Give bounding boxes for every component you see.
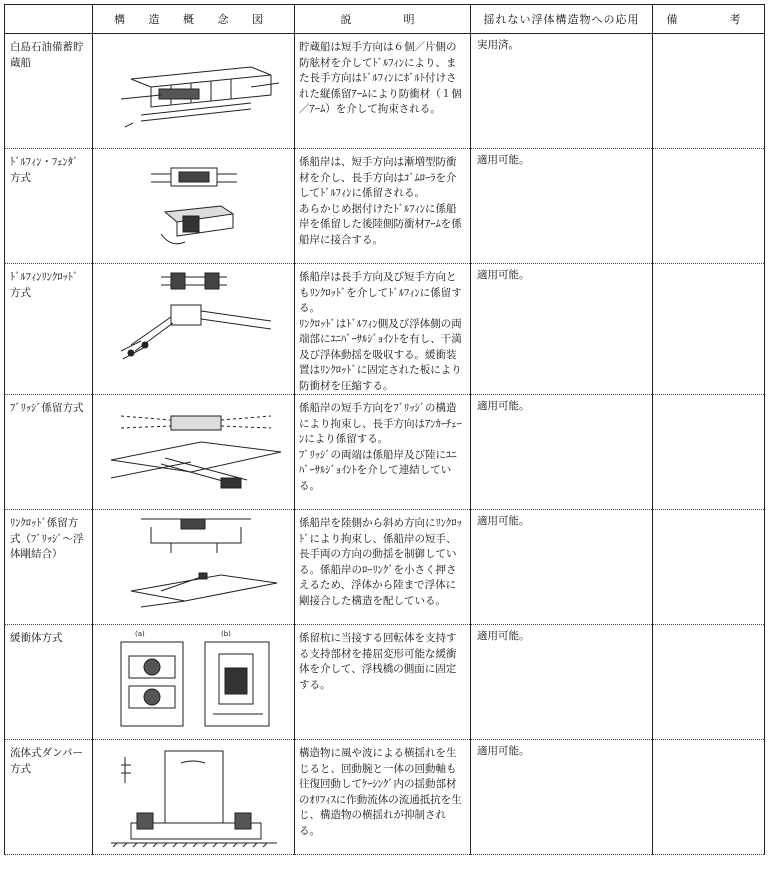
remarks [653, 510, 764, 514]
application-status: 適用可能。 [477, 515, 530, 527]
table-row [5, 264, 765, 395]
remarks [653, 149, 764, 153]
application-status: 適用可能。 [477, 745, 530, 757]
remarks [653, 264, 764, 268]
header-description: 説 明 [295, 5, 471, 34]
table-row [5, 625, 765, 740]
header-concept: 構 造 概 念 図 [93, 5, 295, 34]
figure-label-a: (a) [134, 630, 145, 638]
figure-label-b: (b) [220, 630, 231, 638]
method-name: ﾌﾞﾘｯｼﾞ係留方式 [10, 402, 84, 414]
header-row [5, 5, 765, 34]
method-description: 係留杭に当接する回転体を支持する支持部材を捲屈変形可能な緩衝体を介して、浮桟橋の側面に固定する。 [299, 632, 457, 691]
application-status: 適用可能。 [477, 630, 530, 642]
mooring-methods-table [4, 4, 765, 855]
header-application: 揺れない浮体構造物への応用 [471, 5, 653, 34]
table-row [5, 34, 765, 149]
application-status: 適用可能。 [477, 269, 530, 281]
method-name: ﾄﾞﾙﾌｨﾝﾘﾝｸﾛｯﾄﾞ方式 [10, 271, 79, 299]
application-status: 適用可能。 [477, 400, 530, 412]
table-row [5, 740, 765, 855]
application-status: 実用済。 [477, 39, 519, 51]
method-name: 緩衝体方式 [10, 632, 63, 644]
header-remarks: 備 考 [653, 5, 765, 34]
method-name: 流体式ダンパー方式 [10, 747, 83, 775]
dolphin-fender-icon [101, 152, 287, 260]
dolphin-link-rod-icon [101, 267, 287, 375]
storage-ship-mooring-icon [101, 37, 287, 145]
document-page [4, 4, 764, 864]
remarks [653, 34, 764, 38]
table-row [5, 149, 765, 264]
fluid-damper-icon [101, 743, 287, 851]
method-description: 貯蔵船は短手方向は６個／片側の防舷材を介してﾄﾞﾙﾌｨﾝにより、また長手方向はﾄﾞﾙﾌｨﾝにﾎﾞﾙﾄ付けされた縦係留ｱｰﾑにより防衝材（１個／ｱｰﾑ）を介して拘束される。 [299, 41, 462, 115]
method-description: 構造物に風や波による横揺れを生じると、回動腕と一体の回動軸も往復回動してｹｰｼﾝｸﾞ内の揺動部材のｵﾘﾌｨｽに作動流体の流通抵抗を生じ、構造物の横揺れが抑制される。 [299, 747, 462, 837]
method-description: 係船岸は、短手方向は漸増型防衝材を介し、長手方向はｺﾞﾑﾛｰﾗを介してﾄﾞﾙﾌｨﾝに係留される。 あらかじめ据付けたﾄﾞﾙﾌｨﾝに係船岸を係留した後陸側防衝材ｱｰﾑを係船岸に接合する。 [299, 156, 462, 246]
method-description: 係船岸を陸側から斜め方向にﾘﾝｸﾛｯﾄﾞにより拘束し、係船岸の短手、長手両の方向の動揺を制御している。係船岸のﾛｰﾘﾝｸﾞを小さく押さえるため、浮体から陸まで浮体に剛接合した構造を配している。 [299, 517, 462, 607]
table-row [5, 395, 765, 510]
buffer-body-icon [101, 628, 287, 736]
method-description: 係船岸は長手方向及び短手方向ともﾘﾝｸﾛｯﾄﾞを介してﾄﾞﾙﾌｨﾝに係留する。 ﾘﾝｸﾛｯﾄﾞはﾄﾞﾙﾌｨﾝ側及び浮体側の両端部にﾕﾆﾊﾞｰｻﾙｼﾞｮｲﾝﾄを有し、干満及び浮体動揺を吸収する。緩衝装置はﾘﾝｸﾛｯﾄﾞに固定された板により防衝材を圧縮する。 [299, 271, 462, 392]
application-status: 適用可能。 [477, 154, 530, 166]
method-name: 白島石油備蓄貯蔵船 [10, 41, 84, 69]
remarks [653, 740, 764, 744]
bridge-mooring-icon [101, 398, 287, 506]
remarks [653, 625, 764, 629]
table-row [5, 510, 765, 625]
header-name [5, 5, 93, 34]
method-description: 係船岸の短手方向をﾌﾞﾘｯｼﾞの構造により拘束し、長手方向はｱﾝｶｰﾁｪｰﾝにより係留する。 ﾌﾞﾘｯｼﾞの両端は係船岸及び陸にﾕﾆﾊﾞｰｻﾙｼﾞｮｲﾝﾄを介して連結している。 [299, 402, 462, 492]
link-rod-rigid-joint-icon [101, 513, 287, 621]
method-name: ﾄﾞﾙﾌｨﾝ・ﾌｪﾝﾀﾞ方式 [10, 156, 79, 184]
remarks [653, 395, 764, 399]
method-name: ﾘﾝｸﾛｯﾄﾞ係留方式（ﾌﾞﾘｯｼﾞ～浮体剛結合） [10, 517, 84, 560]
